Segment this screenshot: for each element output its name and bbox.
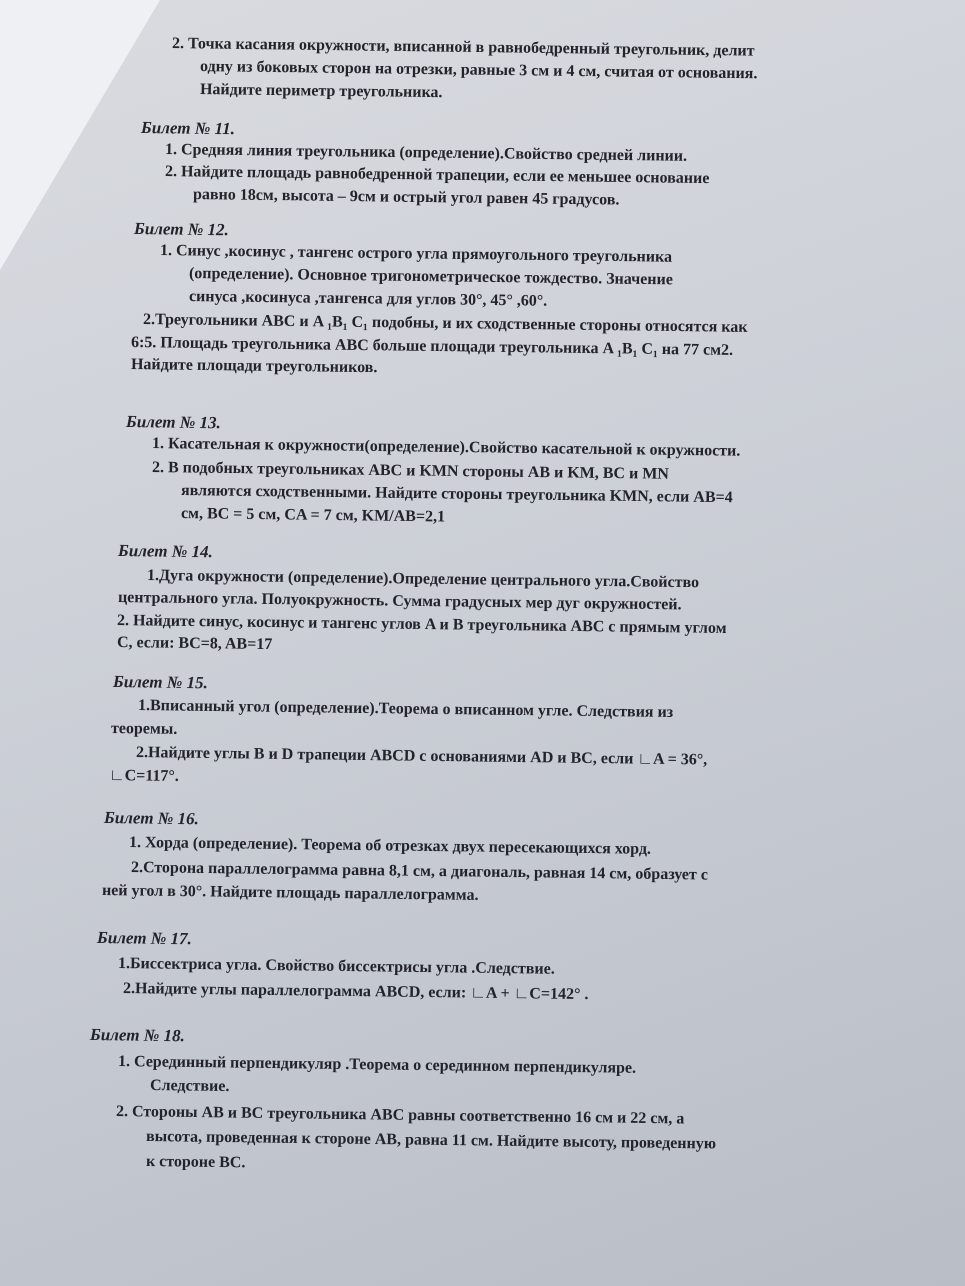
ticket-17-task-1: 1.Биссектриса угла. Свойство биссектрисы угла .Следствие. — [117, 955, 555, 978]
ticket-10-task-2-line-1: 2. Точка касания окружности, вписанной в равнобедренный треугольник, делит — [171, 35, 755, 60]
ticket-13-task-2-line-1: 2. В подобных треугольниках ABC и KMN стороны AB и KM, BC и MN — [151, 459, 670, 483]
ticket-12-task-1-line-2: (определение). Основное тригонометрическое тождество. Значение — [188, 265, 673, 289]
ticket-11-task-1: 1. Средняя линия треугольника (определение).Свойство средней линии. — [164, 141, 688, 165]
ticket-12-task-2-line-1: 2.Треугольники ABC и A ₁B₁ C₁ подобны, и их сходственные стороны относятся как — [142, 311, 748, 336]
ticket-10-task-2-line-3: Найдите периметр треугольника. — [199, 81, 443, 102]
ticket-14-task-1-line-1: 1.Дуга окружности (определение).Определение центрального угла.Свойство — [146, 567, 700, 592]
ticket-17-task-2: 2.Найдите углы параллелограмма ABCD, если: ∟A + ∟C=142° . — [122, 980, 589, 1004]
ticket-13-task-1: 1. Касательная к окружности(определение).Свойство касательной к окружности. — [151, 435, 741, 460]
ticket-16-heading: Билет № 16. — [103, 808, 199, 829]
ticket-18-task-1-line-1: 1. Серединный перпендикуляр .Теорема о серединном перпендикуляре. — [117, 1053, 637, 1077]
ticket-15-task-1-line-1: 1.Вписанный угол (определение).Теорема о вписанном угле. Следствия из — [137, 697, 674, 722]
ticket-15-task-2-line-1: 2.Найдите углы B и D трапеции ABCD с основаниями AD и BC, если ∟A = 36°, — [135, 744, 708, 769]
ticket-12-task-1-line-3: синуса ,косинуса ,тангенса для углов 30°, 45° ,60°. — [188, 288, 548, 310]
ticket-12-task-1-line-1: 1. Синус ,косинус , тангенс острого угла прямоугольного треугольника — [159, 242, 673, 266]
ticket-14-task-1-line-2: центрального угла. Полуокружность. Сумма градусных мер дуг окружностей. — [117, 589, 682, 614]
ticket-18-task-2-line-3: к стороне BC. — [145, 1153, 246, 1172]
ticket-16-task-2-line-1: 2.Сторона параллелограмма равна 8,1 см, а диагональ, равная 14 см, образует с — [130, 859, 709, 884]
ticket-11-heading: Билет № 11. — [140, 118, 236, 139]
ticket-13-task-2-line-3: см, BC = 5 см, CA = 7 см, KM/AB=2,1 — [180, 505, 446, 526]
ticket-18-heading: Билет № 18. — [89, 1025, 185, 1046]
ticket-12-task-2-line-2: 6:5. Площадь треугольника ABC больше площади треугольника A ₁B₁ C₁ на 77 см2. — [130, 334, 734, 359]
ticket-18-task-2-line-1: 2. Стороны AB и BC треугольника ABC равны соответственно 16 см и 22 см, а — [115, 1103, 685, 1128]
ticket-12-heading: Билет № 12. — [133, 219, 229, 240]
ticket-16-task-1: 1. Хорда (определение). Теорема об отрезках двух пересекающихся хорд. — [128, 834, 652, 858]
ticket-15-task-2-line-2: ∟C=117°. — [108, 767, 179, 785]
ticket-14-task-2-line-2: C, если: BC=8, AB=17 — [116, 634, 273, 654]
ticket-14-task-2-line-1: 2. Найдите синус, косинус и тангенс углов A и B треугольника ABC с прямым углом — [116, 612, 727, 637]
ticket-16-task-2-line-2: ней угол в 30°. Найдите площадь параллелограмма. — [101, 882, 479, 904]
ticket-15-heading: Билет № 15. — [112, 672, 208, 693]
ticket-14-heading: Билет № 14. — [117, 541, 213, 562]
ticket-15-task-1-line-2: теоремы. — [110, 720, 178, 738]
ticket-13-heading: Билет № 13. — [125, 412, 221, 433]
ticket-18-task-1-line-2: Следствие. — [149, 1077, 230, 1096]
ticket-13-task-2-line-2: являются сходственными. Найдите стороны треугольника KMN, если AB=4 — [180, 482, 733, 507]
ticket-17-heading: Билет № 17. — [96, 928, 192, 949]
ticket-10-task-2-line-2: одну из боковых сторон на отрезки, равные 3 см и 4 см, считая от основания. — [199, 58, 758, 83]
ticket-11-task-2-line-1: 2. Найдите площадь равнобедренной трапеции, если ее меньшее основание — [164, 163, 710, 188]
ticket-12-task-2-line-3: Найдите площади треугольников. — [130, 356, 378, 377]
ticket-11-task-2-line-2: равно 18см, высота – 9см и острый угол равен 45 градусов. — [192, 186, 620, 209]
ticket-18-task-2-line-2: высота, проведенная к стороне AB, равна 11 см. Найдите высоту, проведенную — [145, 1128, 717, 1153]
